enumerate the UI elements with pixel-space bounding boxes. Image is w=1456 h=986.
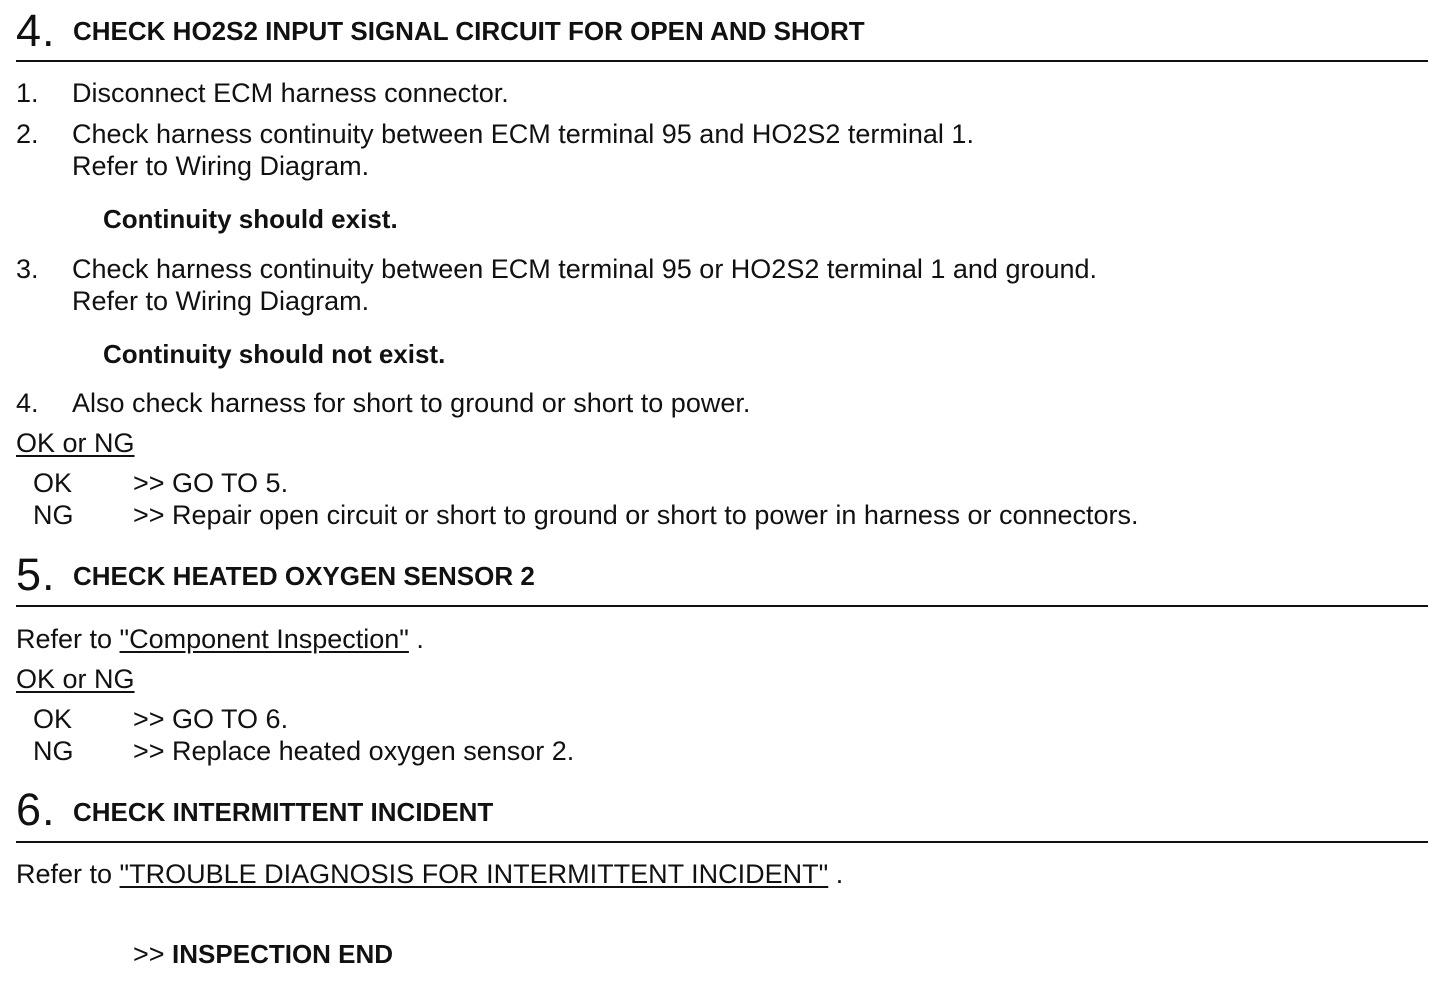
step-5-ok-label: OK [33, 704, 73, 734]
step-5-refer-suffix: . [408, 624, 424, 654]
step-4-ok-or-ng: OK or NG [16, 428, 135, 458]
step-4-ng-result: >> Repair open circuit or short to ground or short to power in harness or connectors. [133, 500, 1139, 530]
step-4-item-2-text2: Refer to Wiring Diagram. [72, 151, 370, 181]
step-5-number: 5. [16, 549, 56, 600]
step-5-ng-result: >> Replace heated oxygen sensor 2. [133, 736, 575, 766]
component-inspection-link[interactable]: "Component Inspection" [119, 624, 409, 654]
step-4-spec-2: Continuity should not exist. [103, 339, 446, 369]
step-4-item-2-num: 2. [16, 119, 39, 149]
step-4-item-4-num: 4. [16, 388, 39, 418]
step-6-header [16, 784, 56, 835]
inspection-end [133, 941, 393, 968]
step-4-spec-1: Continuity should exist. [103, 204, 398, 234]
step-5-refer [16, 626, 424, 653]
step-4-item-3-text2: Refer to Wiring Diagram. [72, 286, 370, 316]
step-4-item-3-num: 3. [16, 254, 39, 284]
step-4-item-2-text: Check harness continuity between ECM terminal 95 and HO2S2 terminal 1. [72, 119, 974, 149]
inspection-end-prefix: >> [133, 939, 173, 969]
step-4-item-4-text: Also check harness for short to ground or short to power. [72, 388, 751, 418]
step-6-refer-prefix: Refer to [16, 859, 120, 889]
step-6-number: 6. [16, 784, 56, 835]
step-5-title: CHECK HEATED OXYGEN SENSOR 2 [73, 561, 535, 591]
step-4-divider [16, 60, 1428, 62]
step-4-ng-label: NG [33, 500, 74, 530]
step-4-ok-label: OK [33, 468, 73, 498]
step-6-refer [16, 861, 843, 888]
step-5-ok-or-ng: OK or NG [16, 664, 135, 694]
step-4-item-1-text: Disconnect ECM harness connector. [72, 78, 509, 108]
inspection-end-label: INSPECTION END [172, 939, 394, 969]
step-5-header [16, 549, 56, 600]
step-4-title: CHECK HO2S2 INPUT SIGNAL CIRCUIT FOR OPEN AND SHORT [73, 16, 865, 46]
step-4-item-3-text: Check harness continuity between ECM terminal 95 or HO2S2 terminal 1 and ground. [72, 254, 1098, 284]
step-6-refer-suffix: . [828, 859, 844, 889]
step-4-ok-result: >> GO TO 5. [133, 468, 289, 498]
step-5-refer-prefix: Refer to [16, 624, 120, 654]
step-5-ok-result: >> GO TO 6. [133, 704, 289, 734]
step-5-ng-label: NG [33, 736, 74, 766]
step-6-title: CHECK INTERMITTENT INCIDENT [73, 797, 494, 827]
step-5-divider [16, 605, 1428, 607]
step-4-number: 4. [16, 5, 56, 56]
step-6-divider [16, 841, 1428, 843]
trouble-diagnosis-link[interactable]: "TROUBLE DIAGNOSIS FOR INTERMITTENT INCIDENT" [119, 859, 829, 889]
step-4-header [16, 5, 56, 56]
step-4-item-1-num: 1. [16, 78, 39, 108]
